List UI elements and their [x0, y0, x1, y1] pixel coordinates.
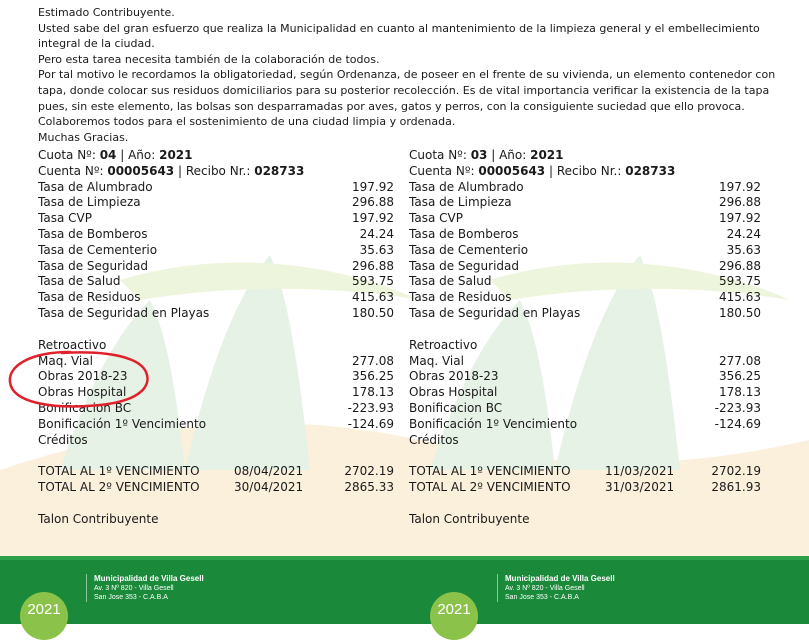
tasa-row: Tasa de Salud 593.75: [409, 274, 761, 289]
cuota-row: Cuota Nº: 04 | Año: 2021: [38, 148, 193, 162]
creditos-row: Créditos: [38, 432, 88, 447]
total-1-row: TOTAL AL 1º VENCIMIENTO 11/03/2021 2702.19: [409, 464, 761, 479]
recibo-value: 028733: [254, 163, 305, 178]
extra-row: Obras Hospital 178.13: [38, 385, 394, 400]
talon-label: Talon Contribuyente: [38, 511, 159, 526]
year-badge-left: 2021: [20, 592, 68, 640]
intro-line: Por tal motivo le recordamos la obligatoriedad, según Ordenanza, de poseer en el frente de su vivienda, un elemento contenedor con tapa, donde colocar sus residuos domiciliarios para su posterior recolección. Es de vital importancia verificar la existencia de la tapa pues, sin este elemento, las bolsas son desparramadas por aves, gatos y perros, con la consiguiente suciedad que ello provoca.: [38, 68, 776, 113]
extra-row: Obras Hospital 178.13: [409, 385, 761, 400]
anio-value: 2021: [159, 148, 193, 162]
intro-line: Colaboremos todos para el sostenimiento de una ciudad limpia y ordenada.: [38, 115, 456, 129]
extra-row: Obras 2018-23 356.25: [409, 369, 761, 384]
cuota-label: Cuota Nº:: [38, 148, 96, 162]
address-line: Av. 3 Nº 820 - Villa Gesell: [505, 585, 585, 592]
tasa-row: Tasa de Salud 593.75: [38, 274, 394, 289]
tasa-row: Tasa de Seguridad 296.88: [38, 258, 394, 273]
cuota-label: Cuota Nº:: [409, 148, 467, 162]
anio-value: 2021: [530, 148, 564, 162]
tasa-row: Tasa de Cementerio 35.63: [409, 242, 761, 257]
address-line: San Jose 353 - C.A.B.A: [505, 594, 579, 601]
tasa-row: Tasa de Alumbrado 197.92: [38, 179, 394, 194]
tasa-row: Tasa de Seguridad 296.88: [409, 258, 761, 273]
municipality-name: Municipalidad de Villa Gesell: [94, 574, 204, 583]
intro-line: Estimado Contribuyente.: [38, 6, 175, 19]
anio-label: Año:: [128, 148, 156, 162]
tasa-row: Tasa de Seguridad en Playas 180.50: [38, 305, 394, 320]
tasa-row: Tasa CVP 197.92: [38, 211, 394, 226]
total-1-row: TOTAL AL 1º VENCIMIENTO 08/04/2021 2702.19: [38, 464, 394, 479]
total-2-row: TOTAL AL 2º VENCIMIENTO 30/04/2021 2865.33: [38, 480, 394, 495]
tasa-row: Tasa de Seguridad en Playas 180.50: [409, 305, 761, 320]
retroactivo-heading: Retroactivo: [38, 337, 107, 352]
tasa-row: Tasa de Bomberos 24.24: [38, 226, 394, 241]
divider: [86, 574, 87, 602]
talon-label: Talon Contribuyente: [409, 511, 530, 526]
cuenta-label: Cuenta Nº:: [409, 163, 475, 178]
tasa-row: Tasa de Limpieza 296.88: [409, 195, 761, 210]
cuota-value: 03: [470, 148, 488, 162]
intro-line: Muchas Gracias.: [38, 130, 129, 144]
extra-row: Bonificacion BC -223.93: [409, 400, 761, 415]
footer-strip: [0, 556, 809, 560]
tasa-row: Tasa CVP 197.92: [409, 211, 761, 226]
extra-row: Bonificación 1º Vencimiento -124.69: [409, 416, 761, 431]
coupon-right: [409, 148, 761, 528]
extra-row: Obras 2018-23 356.25: [38, 369, 394, 384]
cuota-value: 04: [99, 148, 117, 162]
recibo-label: Recibo Nr.:: [185, 163, 251, 178]
tasa-row: Tasa de Limpieza 296.88: [38, 195, 394, 210]
anio-label: Año:: [499, 148, 527, 162]
cuenta-value: 00005643: [107, 163, 175, 178]
recibo-label: Recibo Nr.:: [556, 163, 622, 178]
extra-row: Maq. Vial 277.08: [409, 353, 761, 368]
cuenta-row: Cuenta Nº: 00005643 | Recibo Nr.: 028733: [38, 163, 305, 178]
recibo-value: 028733: [625, 163, 676, 178]
intro-message: [38, 5, 798, 145]
footer-bar: [0, 556, 809, 624]
extra-row: Bonificacion BC -223.93: [38, 400, 394, 415]
divider: [497, 574, 498, 602]
tasa-row: Tasa de Residuos 415.63: [409, 290, 761, 305]
cuenta-value: 00005643: [478, 163, 546, 178]
cuota-row: Cuota Nº: 03 | Año: 2021: [409, 148, 564, 162]
year-badge-right: 2021: [430, 592, 478, 640]
cuenta-row: Cuenta Nº: 00005643 | Recibo Nr.: 028733: [409, 163, 676, 178]
cuenta-label: Cuenta Nº:: [38, 163, 104, 178]
coupon-left: [38, 148, 394, 528]
tasa-row: Tasa de Bomberos 24.24: [409, 226, 761, 241]
tasa-row: Tasa de Cementerio 35.63: [38, 242, 394, 257]
extra-row: Maq. Vial 277.08: [38, 353, 394, 368]
address-line: Av. 3 Nº 820 - Villa Gesell: [94, 585, 174, 592]
tasa-row: Tasa de Alumbrado 197.92: [409, 179, 761, 194]
municipality-name: Municipalidad de Villa Gesell: [505, 574, 615, 583]
municipality-info-right: [505, 574, 615, 602]
total-2-row: TOTAL AL 2º VENCIMIENTO 31/03/2021 2861.93: [409, 480, 761, 495]
creditos-row: Créditos: [409, 432, 459, 447]
intro-line: Usted sabe del gran esfuerzo que realiza la Municipalidad en cuanto al mantenimiento de la limpieza general y el embellecimiento integral de la ciudad.: [38, 21, 760, 51]
retroactivo-heading: Retroactivo: [409, 337, 478, 352]
intro-line: Pero esta tarea necesita también de la colaboración de todos.: [38, 52, 380, 66]
municipality-info-left: [94, 574, 204, 602]
address-line: San Jose 353 - C.A.B.A: [94, 594, 168, 601]
tasa-row: Tasa de Residuos 415.63: [38, 290, 394, 305]
extra-row: Bonificación 1º Vencimiento -124.69: [38, 416, 394, 431]
